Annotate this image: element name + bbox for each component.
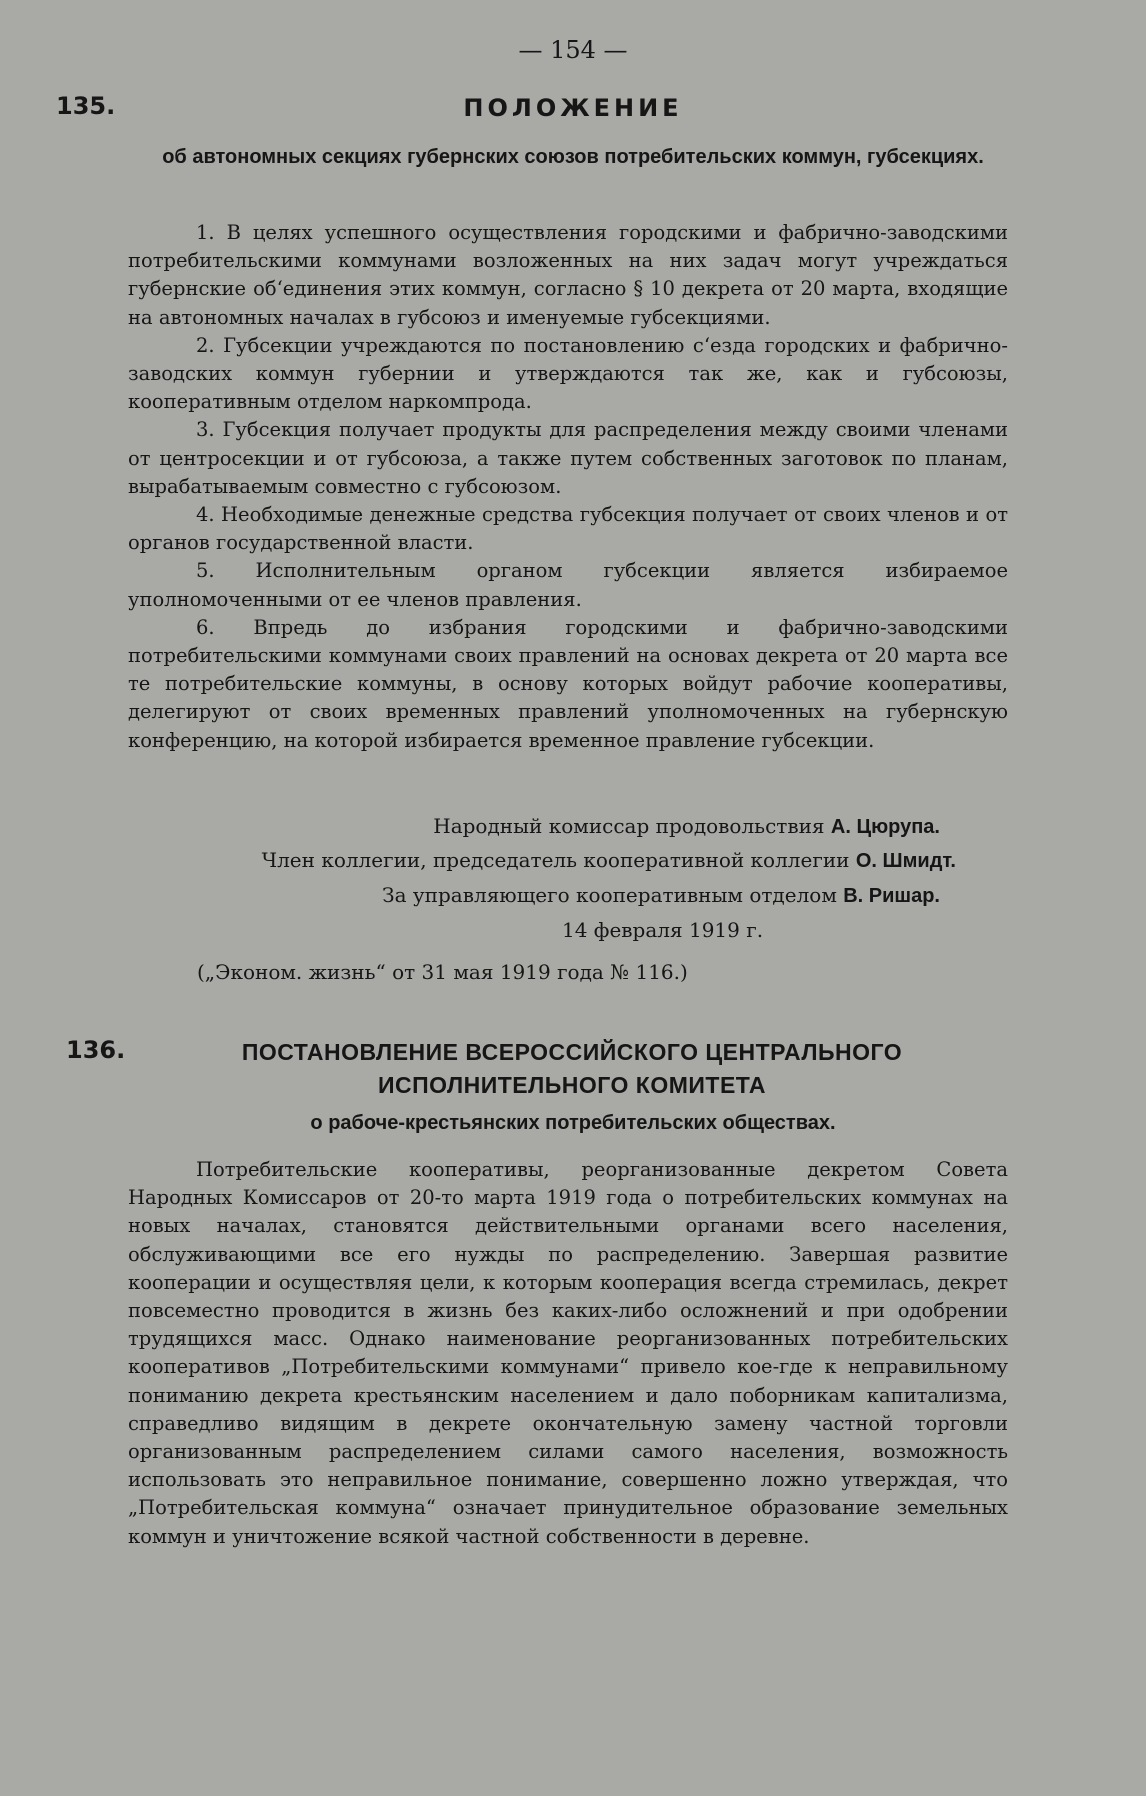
- signature-line: [382, 883, 940, 908]
- signature-name: О. Шмидт.: [855, 850, 956, 872]
- paragraph: 3. Губсекция получает продукты для распределения между своими членами от центросекции и от губсоюза, а также путем собственных заготовок по планам, вырабатываемым совместно с губсоюзом.: [128, 418, 1008, 498]
- paragraph: 2. Губсекции учреждаются по постановлению с‘езда городских и фабрично-заводских коммун губернии и утверждаются так же, как и губсоюзы, кооперативным отделом наркомпрода.: [128, 333, 1008, 414]
- section-136-body: [128, 1156, 1008, 1551]
- paragraph: 1. В целях успешного осуществления городскими и фабрично-заводскими потребительскими коммунами возложенных на них задач могут учреждаться губернские об‘единения этих коммун, согласно § 10 декрета от 20 марта, входящие на автономных началах в губсоюз и именуемые губсекциями.: [128, 221, 1008, 329]
- section-136-number: 136.: [66, 1036, 126, 1064]
- signature-role: За управляющего кооперативным отделом: [382, 883, 837, 907]
- section-135-title: ПОЛОЖЕНИЕ: [463, 94, 683, 122]
- paragraph: Потребительские кооперативы, реорганизованные декретом Совета Народных Комиссаров от 20-то марта 1919 года о потребительских коммунах на новых началах, становятся действительными органами всего населения, обслуживающими все его нужды по распределению. Завершая развитие кооперации и осуществляя цели, к которым кооперация всегда стремилась, декрет повсеместно проводится в жизнь без каких-либо осложнений и при одобрении трудящихся масс. Однако наименование реорганизованных потребительских кооперативов „Потребительскими коммунами“ привело кое-где к неправильному пониманию декрета крестьянским населением и дало поборникам капитализма, справедливо видящим в декрете окончательную замену частной торговли организованным распределением силами самого населения, возможность использовать это неправильное понимание, совершенно ложно утверждая, что „Потребительская коммуна“ означает принудительное образование земельных коммун и уничтожение всякой частной собственности в деревне.: [128, 1158, 1008, 1548]
- paragraph: 5. Исполнительным органом губсекции является избираемое уполномоченными от ее членов правления.: [128, 559, 1008, 611]
- source-citation: („Эконом. жизнь“ от 31 мая 1919 года № 116.): [197, 960, 688, 984]
- signature-name: В. Ришар.: [843, 885, 940, 907]
- signature-line: [262, 848, 956, 873]
- page-number: — 154 —: [518, 36, 628, 64]
- signature-name: А. Цюрупа.: [830, 816, 940, 838]
- section-135-subtitle: об автономных секциях губернских союзов потребительских коммун, губсекциях.: [162, 146, 984, 168]
- section-135-number: 135.: [56, 92, 116, 120]
- signature-role: Народный комиссар продовольствия: [433, 814, 825, 838]
- signature-line: [433, 814, 940, 839]
- section-136-title: ПОСТАНОВЛЕНИЕ ВСЕРОССИЙСКОГО ЦЕНТРАЛЬНОГО ИСПОЛНИТЕЛЬНОГО КОМИТЕТА: [241, 1039, 903, 1098]
- section-136-subtitle: о рабоче-крестьянских потребительских обществах.: [310, 1112, 836, 1134]
- section-135-body: [128, 219, 1008, 755]
- signature-role: Член коллегии, председатель кооперативной коллегии: [261, 848, 850, 872]
- document-date: 14 февраля 1919 г.: [562, 918, 764, 942]
- paragraph: 4. Необходимые денежные средства губсекция получает от своих членов и от органов государственной власти.: [128, 503, 1008, 555]
- paragraph: 6. Впредь до избрания городскими и фабрично-заводскими потребительскими коммунами своих правлений на основах декрета от 20 марта все те потребительские коммуны, в основу которых войдут рабочие кооперативы, делегируют от своих временных правлений уполномоченных на губернскую конференцию, на которой избирается временное правление губсекции.: [128, 615, 1008, 752]
